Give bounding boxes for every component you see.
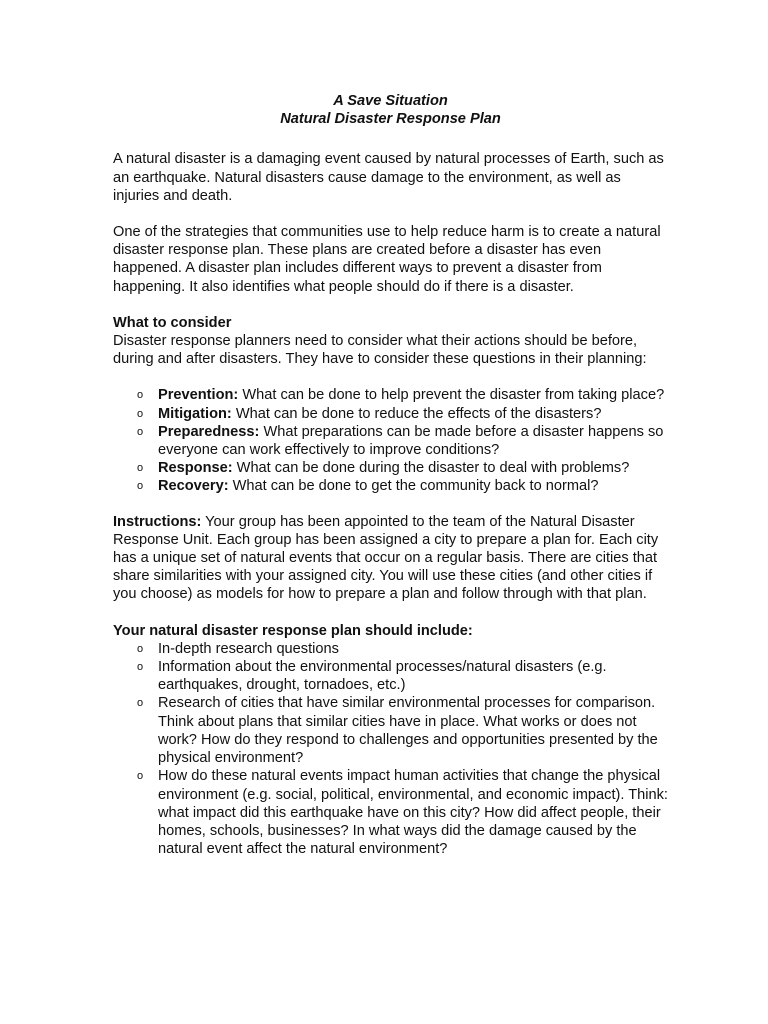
include-text: In-depth research questions xyxy=(158,640,339,657)
consider-heading: What to consider xyxy=(113,314,232,331)
consider-text: What can be done to get the community back to normal? xyxy=(228,478,599,495)
bullet-icon: o xyxy=(137,407,144,420)
bullet-icon: o xyxy=(137,770,144,783)
list-item xyxy=(113,767,668,858)
spacer xyxy=(113,496,668,513)
document-subtitle: Natural Disaster Response Plan xyxy=(280,111,501,128)
include-text: How do these natural events impact human activities that change the physical environment (e.g. social, political, environmental, and economic impact). Think: what impact did this earthquake have on this city? How did affect people, their homes, schools, businesses? In what ways did the damage caused by the natural event affect the natural environment? xyxy=(158,768,668,858)
bullet-icon: o xyxy=(137,697,144,710)
consider-text: What can be done to help prevent the disaster from taking place? xyxy=(238,387,665,404)
consider-text: What can be done to reduce the effects of the disasters? xyxy=(231,405,602,422)
bullet-icon: o xyxy=(137,661,144,674)
include-list xyxy=(113,640,668,858)
list-item xyxy=(113,386,668,404)
consider-term: Response: xyxy=(158,460,233,477)
consider-term: Prevention: xyxy=(158,387,239,404)
consider-text: What preparations can be made before a disaster happens so everyone can work effectively to improve conditions? xyxy=(158,423,664,459)
consider-term: Preparedness: xyxy=(158,423,260,440)
bullet-icon: o xyxy=(137,480,144,493)
list-item xyxy=(113,658,668,694)
include-text: Research of cities that have similar environmental processes for comparison. Think about plans that similar cities have in place. What works or does not work? How do they respond to challenges and opportunities presented by the physical environment? xyxy=(158,695,658,767)
title-block xyxy=(113,92,668,128)
intro-paragraph: A natural disaster is a damaging event caused by natural processes of Earth, such as an earthquake. Natural disasters cause damage to the environment, as well as injuries and death. xyxy=(113,151,664,204)
list-item xyxy=(113,640,668,658)
consider-text: What can be done during the disaster to deal with problems? xyxy=(232,460,630,477)
instructions-paragraph xyxy=(113,513,668,604)
list-item xyxy=(113,405,668,423)
consider-list xyxy=(113,386,668,495)
include-heading: Your natural disaster response plan should include: xyxy=(113,622,473,639)
include-text: Information about the environmental processes/natural disasters (e.g. earthquakes, drought, tornadoes, etc.) xyxy=(158,659,607,694)
bullet-icon: o xyxy=(137,389,144,402)
consider-paragraph: Disaster response planners need to consider what their actions should be before, during and after disasters. They have to consider these questions in their planning: xyxy=(113,333,647,368)
list-item xyxy=(113,423,668,459)
document-title: A Save Situation xyxy=(333,93,448,109)
consider-term: Mitigation: xyxy=(158,405,232,422)
instructions-text: Your group has been appointed to the team of the Natural Disaster Response Unit. Each group has been assigned a city to prepare a plan for. Each city has a unique set of natural events that occur on a regular basis. There are cities that share similarities with your assigned city. You will use these cities (and other cities if you choose) as models for how to prepare a plan and follow through with that plan. xyxy=(113,513,659,603)
list-item xyxy=(113,477,668,495)
strategies-paragraph: One of the strategies that communities use to help reduce harm is to create a natural disaster response plan. These plans are created before a disaster has even happened. A disaster plan includes different ways to prevent a disaster from happening. It also identifies what people should do if there is a disaster. xyxy=(113,224,661,295)
bullet-icon: o xyxy=(137,462,144,475)
instructions-label: Instructions: xyxy=(113,513,202,530)
bullet-icon: o xyxy=(137,642,144,655)
consider-term: Recovery: xyxy=(158,478,229,495)
list-item xyxy=(113,459,668,477)
list-item xyxy=(113,694,668,767)
bullet-icon: o xyxy=(137,425,144,438)
